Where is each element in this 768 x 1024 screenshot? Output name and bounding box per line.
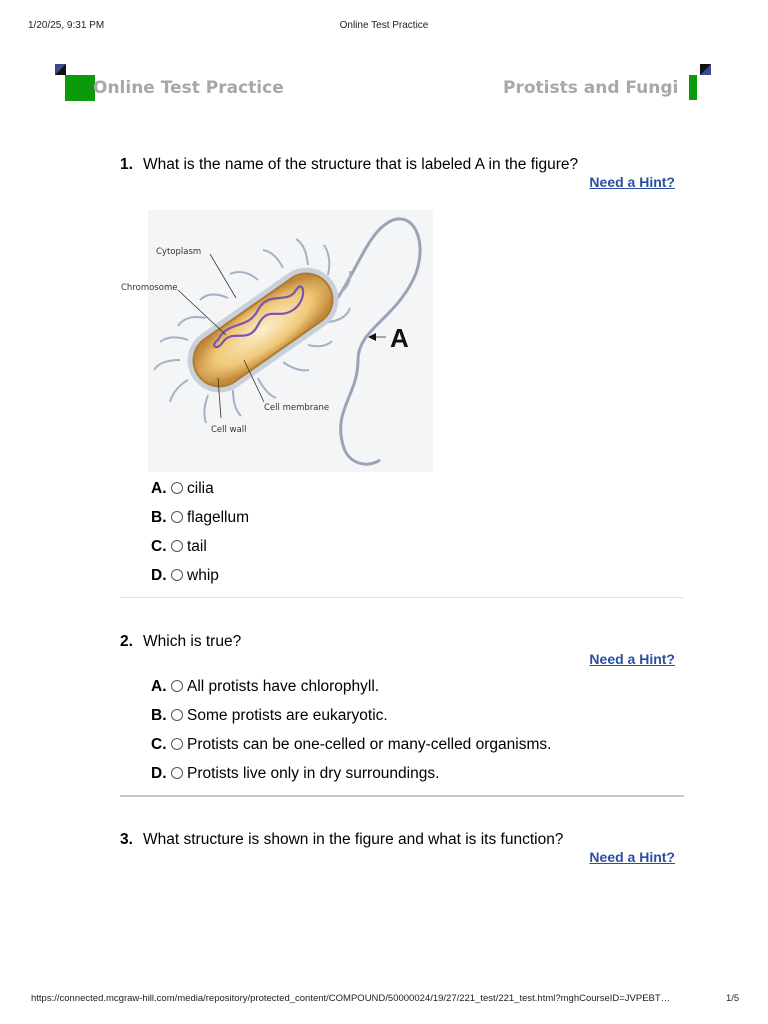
hint-link[interactable]: Need a Hint? [589, 651, 675, 667]
answer-option[interactable] [151, 677, 551, 706]
question-3 [120, 830, 680, 865]
radio-button[interactable] [171, 738, 183, 750]
option-letter: D. [151, 765, 167, 782]
label-chromosome: Chromosome [121, 283, 178, 293]
question-1 [120, 155, 680, 190]
option-text: tail [187, 538, 207, 555]
option-letter: A. [151, 480, 167, 497]
brand-corner-logo-icon [686, 64, 714, 104]
radio-button[interactable] [171, 511, 183, 523]
answer-option[interactable] [151, 537, 249, 566]
question-stem [120, 830, 680, 850]
answer-option[interactable] [151, 479, 249, 508]
option-text: whip [187, 567, 219, 584]
hint-link[interactable]: Need a Hint? [589, 849, 675, 865]
answer-options [151, 677, 551, 793]
brand-left [55, 64, 295, 104]
option-text: Protists can be one-celled or many-celled organisms. [187, 736, 552, 753]
question-number: 1. [120, 156, 133, 173]
question-2 [120, 632, 680, 792]
option-letter: D. [151, 567, 167, 584]
option-text: Protists live only in dry surroundings. [187, 765, 440, 782]
label-A: A [390, 323, 409, 353]
radio-button[interactable] [171, 569, 183, 581]
option-text: cilia [187, 480, 214, 497]
print-datetime: 1/20/25, 9:31 PM [28, 20, 105, 31]
print-url: https://connected.mcgraw-hill.com/media/repository/protected_content/COMPOUND/50000024/19/27/221_test/221_test.html?mghCourseID=JVPEBT… [31, 993, 671, 1004]
option-letter: C. [151, 538, 167, 555]
option-letter: C. [151, 736, 167, 753]
brand-right [500, 64, 715, 104]
label-cell-wall: Cell wall [211, 425, 247, 435]
question-divider [120, 597, 684, 598]
answer-option[interactable] [151, 706, 551, 735]
brand-corner-logo-icon [55, 64, 95, 104]
radio-button[interactable] [171, 482, 183, 494]
option-text: flagellum [187, 509, 250, 526]
radio-button[interactable] [171, 680, 183, 692]
question-text: What structure is shown in the figure and what is its function? [143, 831, 564, 848]
print-page-number: 1/5 [726, 993, 740, 1004]
bacterium-figure [118, 210, 433, 472]
option-letter: A. [151, 678, 167, 695]
radio-button[interactable] [171, 540, 183, 552]
question-stem [120, 632, 680, 652]
question-divider [120, 795, 684, 797]
label-cell-membrane: Cell membrane [264, 403, 330, 413]
bacterium-diagram [118, 210, 433, 472]
question-text: Which is true? [143, 633, 242, 650]
option-letter: B. [151, 707, 167, 724]
answer-options [151, 479, 249, 595]
brand-title: Online Test Practice [93, 78, 284, 98]
answer-option[interactable] [151, 566, 249, 595]
radio-button[interactable] [171, 709, 183, 721]
option-text: All protists have chlorophyll. [187, 678, 380, 695]
option-letter: B. [151, 509, 167, 526]
print-page-title: Online Test Practice [339, 20, 429, 31]
question-text: What is the name of the structure that is labeled A in the figure? [143, 156, 579, 173]
answer-option[interactable] [151, 764, 551, 793]
hint-link[interactable]: Need a Hint? [589, 174, 675, 190]
question-1-options [120, 479, 680, 599]
label-cytoplasm: Cytoplasm [156, 247, 202, 257]
answer-option[interactable] [151, 508, 249, 537]
option-text: Some protists are eukaryotic. [187, 707, 388, 724]
question-number: 2. [120, 633, 133, 650]
radio-button[interactable] [171, 767, 183, 779]
answer-option[interactable] [151, 735, 551, 764]
question-number: 3. [120, 831, 133, 848]
question-stem [120, 155, 680, 175]
chapter-title: Protists and Fungi [503, 78, 679, 98]
